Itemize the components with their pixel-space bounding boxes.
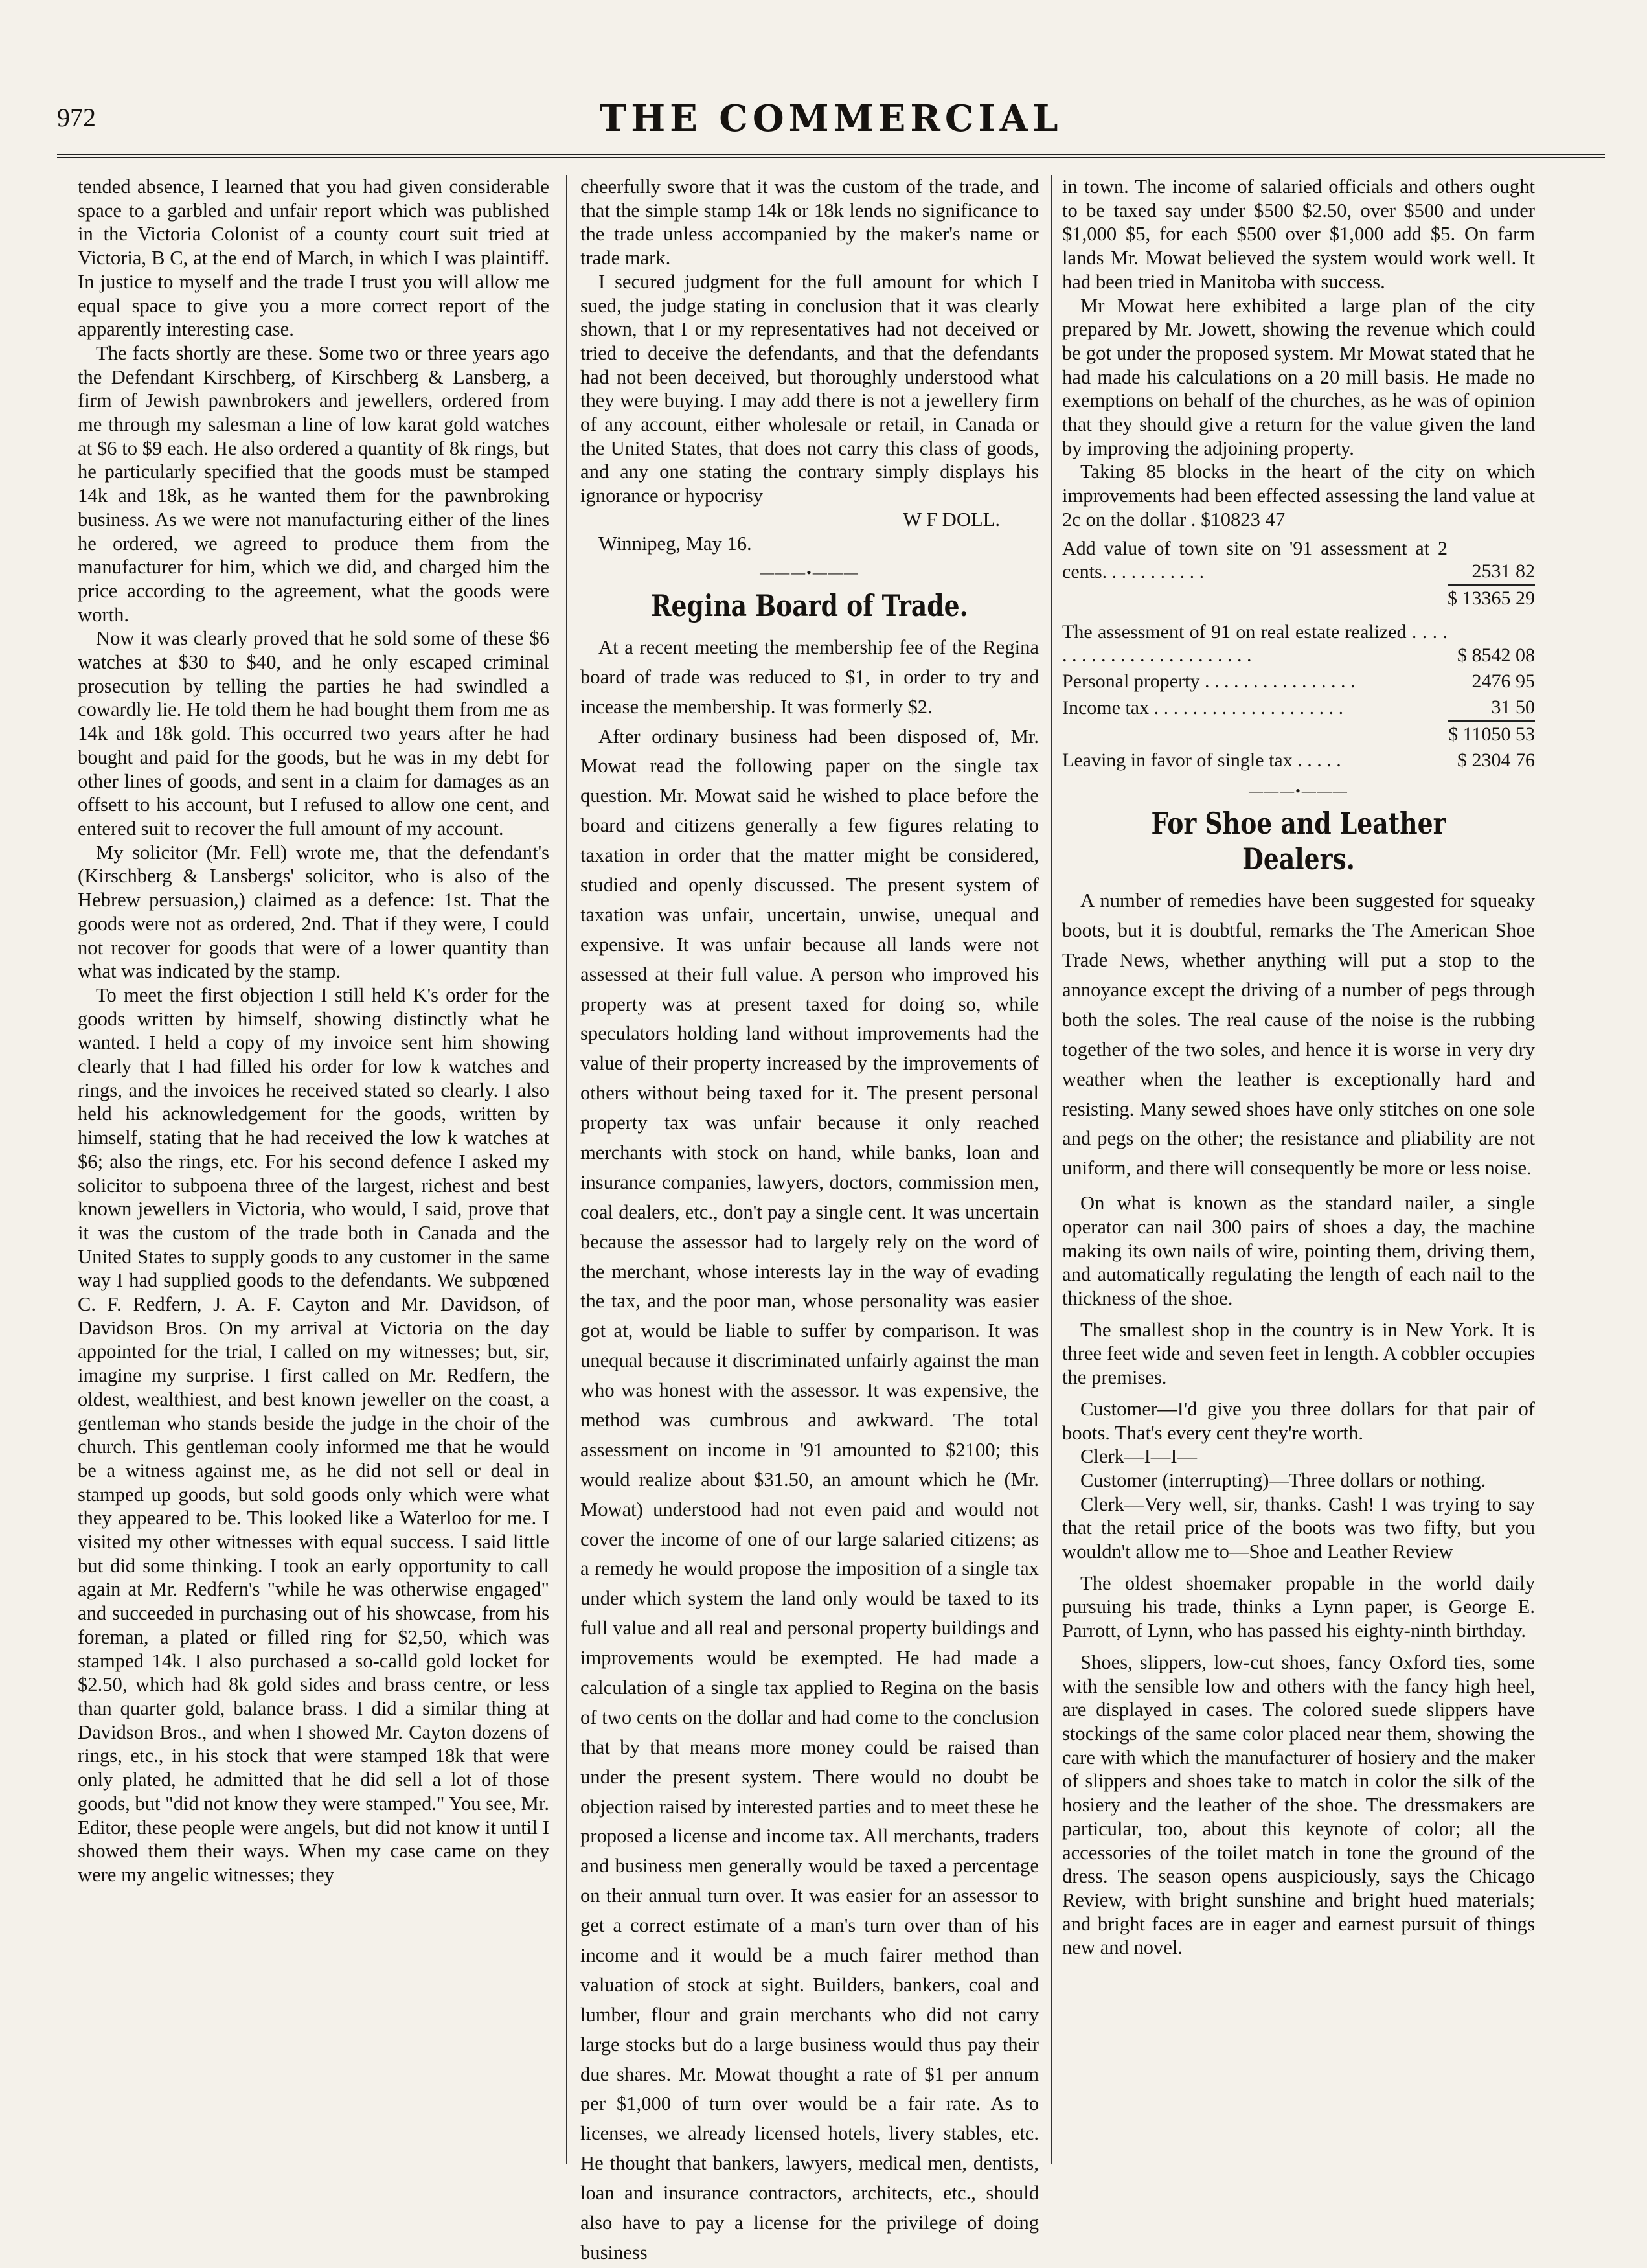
letter-paragraph: The facts shortly are these. Some two or three years ago the Defendant Kirschberg, of Kirschberg & Lansberg, a firm of Jewish pawnbrokers and jewellers, ordered from me through my salesman a line of low karat gold watches at $6 to $9 each. He also ordered a quantity of 8k rings, but he particularly specified that the goods must be stamped 14k and 18k, as he wanted them for the pawnbroking business. As we were not manufacturing either of the lines he ordered, we agreed to produce them from the manufacturer for him, which we did, and charged him the price according to the agreement, what the goods were worth. xyxy=(78,341,549,626)
letter-paragraph: tended absence, I learned that you had given considerable space to a garbled and unfair report which was published in the Victoria Colonist of a county court suit tried at Victoria, B C, at the end of March, in which I was plaintiff. In justice to myself and the trade I trust you will allow me equal space to give you a more correct report of the apparently interesting case. xyxy=(78,176,549,341)
tax-table-row xyxy=(1062,721,1535,748)
tax-row-amount: 2531 82 xyxy=(1471,560,1535,582)
tax-comparison-table xyxy=(1062,536,1535,773)
tax-row-amount: $ 2304 76 xyxy=(1457,749,1535,771)
page-number: 972 xyxy=(57,103,96,132)
regina-paragraph: Mr Mowat here exhibited a large plan of the city prepared by Mr. Jowett, showing the revenue which could be got under the proposed system. Mr Mowat stated that he had made his calculations on a 20 mill basis. He made no exemptions on behalf of the churches, as he was of opinion that they should give a return for the value given the land by improving the adjoining property. xyxy=(1062,294,1535,459)
shoe-paragraph: The smallest shop in the country is in New York. It is three feet wide and seven feet in length. A cobbler occupies the premises. xyxy=(1062,1318,1535,1389)
shoe-paragraph: Clerk—Very well, sir, thanks. Cash! I was trying to say that the retail price of the boots was two fifty, but you wouldn't allow me to—Shoe and Leather Review xyxy=(1062,1493,1535,1563)
tax-row-amount: 2476 95 xyxy=(1471,670,1535,692)
tax-table-row xyxy=(1062,585,1535,612)
column-3 xyxy=(1062,175,1535,2164)
tax-row-amount: $ 13365 29 xyxy=(1448,585,1535,612)
shoe-headline: For Shoe and Leather Dealers. xyxy=(1151,805,1446,877)
letter-dateline: Winnipeg, May 16. xyxy=(598,532,752,555)
section-divider: ———•——— xyxy=(760,564,859,581)
masthead-rule xyxy=(57,154,1605,158)
column-divider xyxy=(1051,175,1052,2164)
shoe-paragraph: On what is known as the standard nailer, a single operator can nail 300 pairs of shoes a day, the machine making its own nails of wire, pointing them, driving them, and automatically regulating the length of each nail to the thickness of the shoe. xyxy=(1062,1192,1535,1310)
newspaper-title: THE COMMERCIAL xyxy=(599,97,1063,140)
section-divider: ———•——— xyxy=(1249,782,1348,799)
regina-paragraph: Taking 85 blocks in the heart of the city on which improvements had been effected assessing the land value at 2c on the dollar . $10823 47 xyxy=(1062,461,1535,531)
column-2 xyxy=(580,175,1039,2263)
column-divider xyxy=(566,175,567,2164)
letter-paragraph: My solicitor (Mr. Fell) wrote me, that the defendant's (Kirschberg & Lansbergs' solicitor, who is also of the Hebrew persuasion,) claimed as a defence: 1st. That the goods were not as ordered, 2nd. That if they were, I could not recover for goods that were of a lower quantity than what was indicated by the stamp. xyxy=(78,841,549,983)
tax-table-row xyxy=(1062,694,1535,721)
shoe-paragraph: Clerk—I—I— xyxy=(1080,1445,1198,1468)
regina-headline: Regina Board of Trade. xyxy=(651,588,968,623)
shoe-paragraph: Customer—I'd give you three dollars for that pair of boots. That's every cent they're worth. xyxy=(1062,1397,1535,1444)
shoe-paragraph: A number of remedies have been suggested for squeaky boots, but it is doubtful, remarks the The American Shoe Trade News, whether anything will put a stop to the annoyance except the driving of a number of pegs through both the soles. The real cause of the noise is the rubbing together of the two soles, and hence it is worse in very dry weather when the leather is exceptionally hard and resisting. Many sewed shoes have only stitches on one sole and pegs on the other; the resistance and pliability are not uniform, and there will consequently be more or less noise. xyxy=(1062,889,1535,1180)
shoe-paragraph: Customer (interrupting)—Three dollars or nothing. xyxy=(1080,1469,1486,1491)
regina-paragraph: After ordinary business had been disposed of, Mr. Mowat read the following paper on the single tax question. Mr. Mowat said he wished to place before the board and citizens generally a few figures relating to taxation in order that the matter might be considered, studied and openly discussed. The present system of taxation was unfair, uncertain, unwise, unequal and expensive. It was unfair because all lands were not assessed at their full value. A person who improved his property was at present taxed for doing so, while speculators holding land without improvements had the value of their property increased by the improvements of others without being taxed for it. The present personal property tax was unfair because it only reached merchants with stock on hand, while banks, loan and insurance companies, lawyers, doctors, commission men, coal dealers, etc., don't pay a single cent. It was uncertain because the assessor had to largely rely on the word of the merchant, whose interests lay in the way of evading the tax, and the poor man, whose personality was easier got at, would be liable to suffer by comparison. It was unequal because it discriminated unfairly against the man who was honest with the assessor. It was expensive, the method was cumbrous and awkward. The total assessment on income in '91 amounted to $2100; this would realize about $31.50, an amount which he (Mr. Mowat) understood had not even paid and would not cover the income of one of our large salaried citizens; as a remedy he would propose the imposition of a single tax under which system the land only would be taxed to its full value and all real and personal property buildings and improvements would be exempted. He had made a calculation of a single tax applied to Regina on the basis of two cents on the dollar and had come to the conclusion that by that means more money could be raised than under the present system. There would no doubt be objection raised by interested parties and to meet these he proposed a license and income tax. All merchants, traders and business men generally would be taxed a percentage on their annual turn over. It was easier for an assessor to get a correct estimate of a man's turn over than of his income and it would be a much fairer method than valuation of stock at sight. Builders, bankers, coal and lumber, flour and grain merchants who did not carry large stocks but do a large business would thus pay their due shares. Mr. Mowat thought a rate of $1 per annum per $1,000 of turn over would be a fair rate. As to licenses, we already licensed hotels, livery stables, etc. He thought that bankers, lawyers, medical men, dentists, loan and insurance contractors, architects, etc., should also have to pay a license for the privilege of doing business xyxy=(580,725,1039,2263)
tax-row-label: Leaving in favor of single tax . . . . . xyxy=(1062,749,1341,771)
tax-row-amount: $ 11050 53 xyxy=(1448,721,1535,748)
column-1 xyxy=(78,175,549,2164)
tax-table-row xyxy=(1062,536,1535,585)
shoe-paragraph: The oldest shoemaker propable in the world daily pursuing his trade, thinks a Lynn paper, is George E. Parrott, of Lynn, who has passed his eighty-ninth birthday. xyxy=(1062,1572,1535,1642)
tax-row-label: Personal property . . . . . . . . . . . . . . . . xyxy=(1062,670,1356,692)
letter-paragraph: Now it was clearly proved that he sold some of these $6 watches at $30 to $40, and he only escaped criminal prosecution by telling the parties he had swindled a cowardly lie. He told them he had bought them from me as 14k and 18k gold. This occurred two years after he had bought and paid for the goods, but he was in my debt for other lines of goods, and sent in a claim for damages as an offsett to his account, but I refused to allow one cent, and entered suit to recover the full amount of my account. xyxy=(78,627,549,840)
masthead xyxy=(57,97,1605,155)
letter-paragraph: cheerfully swore that it was the custom of the trade, and that the simple stamp 14k or 18k lends no significance to the trade unless accompanied by the maker's name or trade mark. xyxy=(580,176,1039,269)
tax-row-amount: $ 8542 08 xyxy=(1457,644,1535,666)
article-columns xyxy=(78,175,1619,2263)
shoe-paragraph: Shoes, slippers, low-cut shoes, fancy Oxford ties, some with the sensible low and others with the fancy high heel, are displayed in cases. The colored suede slippers have stockings of the same color placed near them, showing the care with which the manufacturer of hosiery and the maker of slippers and shoes take to match in color the silk of the hosiery and the leather of the shoe. The dressmakers are particular, too, about this keynote of color; all the accessories of the toilet match in tone the ground of the dress. The season opens auspiciously, says the Chicago Review, with bright sunshine and bright hued materials; and bright faces are in eager and earnest pursuit of things new and novel. xyxy=(1062,1651,1535,1959)
tax-table-row xyxy=(1062,612,1535,669)
tax-row-label: The assessment of 91 on real estate realized . . . . . . . . . . . . . . . . . . . . . . . . xyxy=(1062,621,1448,666)
letter-signature: W F DOLL. xyxy=(903,508,1000,531)
tax-table-row xyxy=(1062,669,1535,694)
letter-paragraph: I secured judgment for the full amount for which I sued, the judge stating in conclusion that it was clearly shown, that I or my representatives had not deceived or tried to deceive the defendants, and that the defendants had not been deceived, but thoroughly understood what they were buying. I may add there is not a jewellery firm of any account, either wholesale or retail, in Canada or the United States, that does not carry this class of goods, and any one stating the contrary simply displays his ignorance or hypocrisy xyxy=(580,270,1039,507)
tax-table-row xyxy=(1062,748,1535,773)
tax-row-amount: 31 50 xyxy=(1491,696,1535,718)
regina-paragraph: At a recent meeting the membership fee of the Regina board of trade was reduced to $1, in order to try and incease the membership. It was formerly $2. xyxy=(580,636,1039,718)
tax-row-label xyxy=(1062,585,1448,612)
regina-paragraph: in town. The income of salaried officials and others ought to be taxed say under $500 $2.50, over $500 and under $1,000 $5, for each $500 over $1,000 add $5. On farm lands Mr. Mowat believed the system would work well. It had been tried in Manitoba with success. xyxy=(1062,176,1535,293)
letter-paragraph: To meet the first objection I still held K's order for the goods written by himself, showing distinctly what he wanted. I held a copy of my invoice sent him showing clearly that I had filled his order for low k watches and rings, and the invoices he received stated so clearly. I also held his acknowledgement for the goods, written by himself, stating that he had received the low k watches at $6; also the rings, etc. For his second defence I asked my solicitor to subpoena three of the largest, richest and best known jewellers in Victoria, who would, I said, prove that it was the custom of the trade both in Canada and the United States to supply goods to any customer in the same way I had supplied goods to the defendants. We subpœned C. F. Redfern, J. A. F. Cayton and Mr. Davidson, of Davidson Bros. On my arrival at Victoria on the day appointed for the trial, I called on my witnesses; but, sir, imagine my surprise. I first called on Mr. Redfern, the oldest, wealthiest, and best known jeweller on the coast, a gentleman who stands beside the judge in the choir of the church. This gentleman cooly informed me that he would be a witness against me, as he did not sell or deal in stamped up goods, but sold goods only which were what they appeared to be. This looked like a Waterloo for me. I visited my other witnesses with equal success. I said little but did some thinking. I took an early opportunity to call again at Mr. Redfern's "while he was otherwise engaged" and succeeded in purchasing out of his showcase, from his foreman, a plated or filled ring for $2,50, which was stamped 14k. I also purchased a so-calld gold locket for $2.50, which had 8k gold sides and brass centre, or less than quarter gold, balance brass. I did a similar thing at Davidson Bros., and when I showed Mr. Cayton dozens of rings, etc., in his stock that were stamped 18k that were only plated, he admitted that he did sell a lot of those goods, but "did not know they were stamped." You see, Mr. Editor, these people were angels, but did not know it until I showed them their ways. When my case came on they were my angelic witnesses; they xyxy=(78,983,549,1886)
tax-row-label: Add value of town site on '91 assessment at 2 cents. . . . . . . . . . . xyxy=(1062,537,1448,582)
tax-row-label xyxy=(1062,721,1448,748)
tax-row-label: Income tax . . . . . . . . . . . . . . . . . . . . xyxy=(1062,696,1344,718)
